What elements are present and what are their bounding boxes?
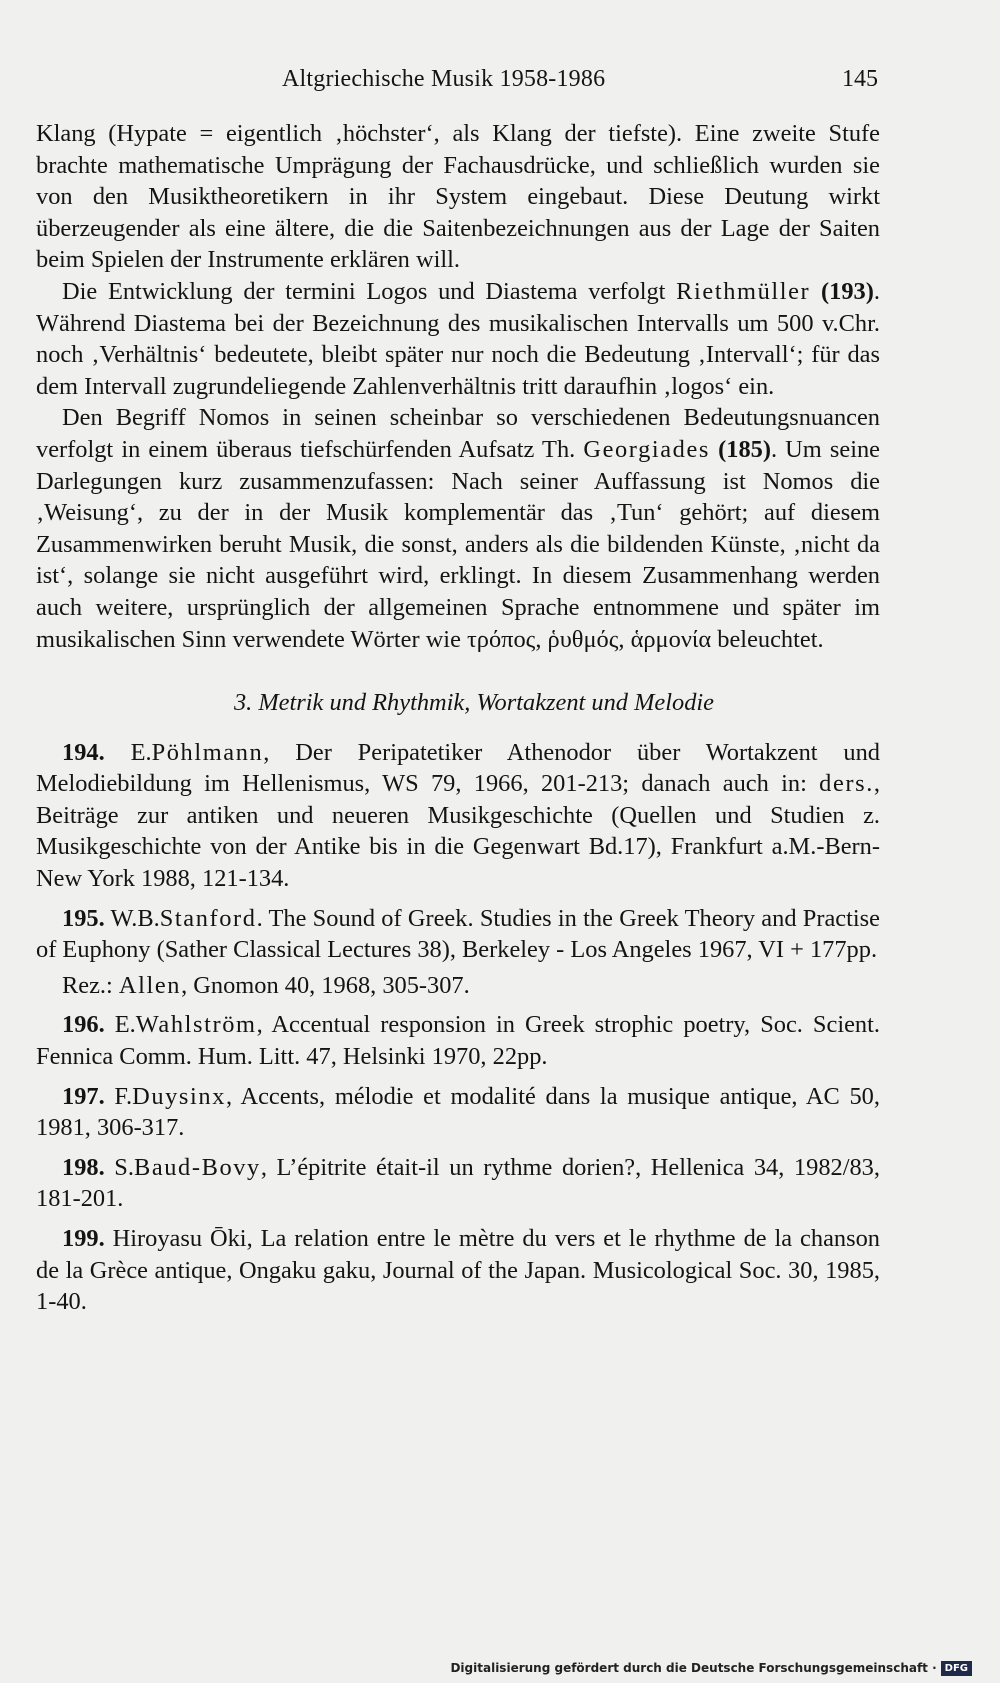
paragraph-3 bbox=[36, 402, 880, 655]
paragraph-text: . Während Diastema bei der Bezeichnung des musikalischen Intervalls um 500 v.Chr. noch ‚Verhältnis‘ bedeutete, bleibt später nur noch die Bedeutung ‚Intervall‘; für das dem Intervall zugrundeliegende Zahlenverhältnis tritt daraufhin ‚logos‘ ein. bbox=[36, 277, 880, 400]
review-line bbox=[36, 970, 880, 1002]
entry-author: Pöhlmann bbox=[151, 738, 264, 766]
footer-credit: Digitalisierung gefördert durch die Deutsche Forschungsgemeinschaft · bbox=[450, 1661, 937, 1675]
entry-text: , La relation entre le mètre du vers et le rhythme de la chanson de la Grèce antique, Ongaku gaku, Journal of the Japan. Musicological Soc. 30, 1985, 1-40. bbox=[36, 1225, 880, 1316]
section-heading: 3. Metrik und Rhythmik, Wortakzent und Melodie bbox=[233, 689, 715, 717]
bibliography-entry bbox=[36, 1152, 880, 1215]
bibliography-entry bbox=[36, 1223, 880, 1318]
dfg-logo: DFG bbox=[941, 1661, 972, 1676]
entry-text: , Der Peripatetiker Athenodor über Wortakzent und Melodiebildung im Hellenismus, WS 79, 1966, 201-213; danach auch in: bbox=[36, 738, 880, 798]
paragraph-2 bbox=[36, 276, 880, 402]
paragraph-1: Klang (Hypate = eigentlich ‚höchster‘, als Klang der tiefste). Eine zweite Stufe brachte mathematische Umprägung der Fachausdrücke, und schließlich wurden sie von den Musiktheoretikern in ihr System eingebaut. Diese Deutung wirkt überzeugender als eine ältere, die die Saitenbezeichnungen aus der Lage der Saiten beim Spielen der Instrumente erklären will. bbox=[36, 120, 880, 274]
entry-ders: ders. bbox=[819, 770, 874, 798]
entry-text: , Accents, mélodie et modalité dans la musique antique, AC 50, 1981, 306-317. bbox=[36, 1082, 880, 1142]
reference-number: (185) bbox=[718, 435, 771, 463]
entry-text: . The Sound of Greek. Studies in the Greek Theory and Practise of Euphony (Sather Classical Lectures 38), Berkeley - Los Angeles 1967, VI + 177pp. bbox=[36, 904, 880, 964]
entry-text: , L’épitrite était-il un rythme dorien?, Hellenica 34, 1982/83, 181-201. bbox=[36, 1153, 880, 1213]
review-prefix: Rez.: bbox=[62, 971, 119, 999]
entry-number: 196. bbox=[62, 1011, 105, 1039]
author-initial: E. bbox=[130, 738, 152, 766]
page-number: 145 bbox=[842, 66, 878, 92]
reference-number: (193) bbox=[821, 277, 874, 305]
bibliography-entry bbox=[36, 1009, 880, 1072]
bibliography-entry bbox=[36, 1081, 880, 1144]
author-initial: W.B. bbox=[110, 904, 160, 932]
entry-author: Duysinx bbox=[132, 1082, 226, 1110]
running-title: Altgriechische Musik 1958-1986 bbox=[282, 66, 606, 92]
review-text: , Gnomon 40, 1968, 305-307. bbox=[181, 971, 470, 999]
entry-text: , Beiträge zur antiken und neueren Musikgeschichte (Quellen und Studien z. Musikgeschichte von der Antike bis in die Gegenwart Bd.17), Frankfurt a.M.-Bern-New York 1988, 121-134. bbox=[36, 770, 880, 893]
author-initial: E. bbox=[114, 1011, 136, 1039]
entry-author: Wahlström bbox=[135, 1011, 257, 1039]
entry-author: Baud-Bovy bbox=[133, 1153, 261, 1181]
entry-number: 195. bbox=[62, 904, 105, 932]
paragraph-text: Den Begriff Nomos in seinen scheinbar so verschiedenen Bedeutungsnuancen verfolgt in einem überaus tiefschürfenden Aufsatz Th. bbox=[36, 404, 880, 463]
author-name: Riethmüller bbox=[676, 277, 811, 305]
entry-author: Hiroyasu Ōki bbox=[112, 1225, 247, 1252]
entry-number: 194. bbox=[62, 738, 105, 766]
review-author: Allen bbox=[118, 971, 182, 999]
paragraph-text: Die Entwicklung der termini Logos und Diastema verfolgt bbox=[62, 277, 677, 305]
entry-number: 198. bbox=[62, 1153, 105, 1181]
author-initial: F. bbox=[114, 1082, 133, 1110]
author-name: Georgiades bbox=[583, 435, 710, 463]
digitization-footer bbox=[450, 1657, 972, 1679]
bibliography-entry bbox=[36, 903, 880, 966]
entry-author: Stanford bbox=[159, 904, 257, 932]
author-initial: S. bbox=[114, 1153, 134, 1181]
entry-number: 199. bbox=[62, 1225, 105, 1252]
paragraph-text: . Um seine Darlegungen kurz zusammenzufassen: Nach seiner Auffassung ist Nomos die ‚Weisung‘, zu der in der Musik komplementär das ‚Tun‘ gehört; auf diesem Zusammenwirken beruht Musik, die sonst, anders als die bildenden Künste, ‚nicht da ist‘, solange sie nicht ausgeführt wird, erklingt. In diesem Zusammenhang werden auch weitere, ursprünglich der allgemeinen Sprache entnommene und später im musikalischen Sinn verwendete Wörter wie τρόπος, ῥυθμός, ἁρμονία beleuchtet. bbox=[36, 435, 880, 653]
entry-text: , Accentual responsion in Greek strophic poetry, Soc. Scient. Fennica Comm. Hum. Litt. 47, Helsinki 1970, 22pp. bbox=[36, 1011, 880, 1071]
bibliography-entry bbox=[36, 737, 880, 895]
page-body bbox=[36, 118, 880, 1326]
page-header bbox=[0, 66, 1000, 98]
entry-number: 197. bbox=[62, 1082, 105, 1110]
